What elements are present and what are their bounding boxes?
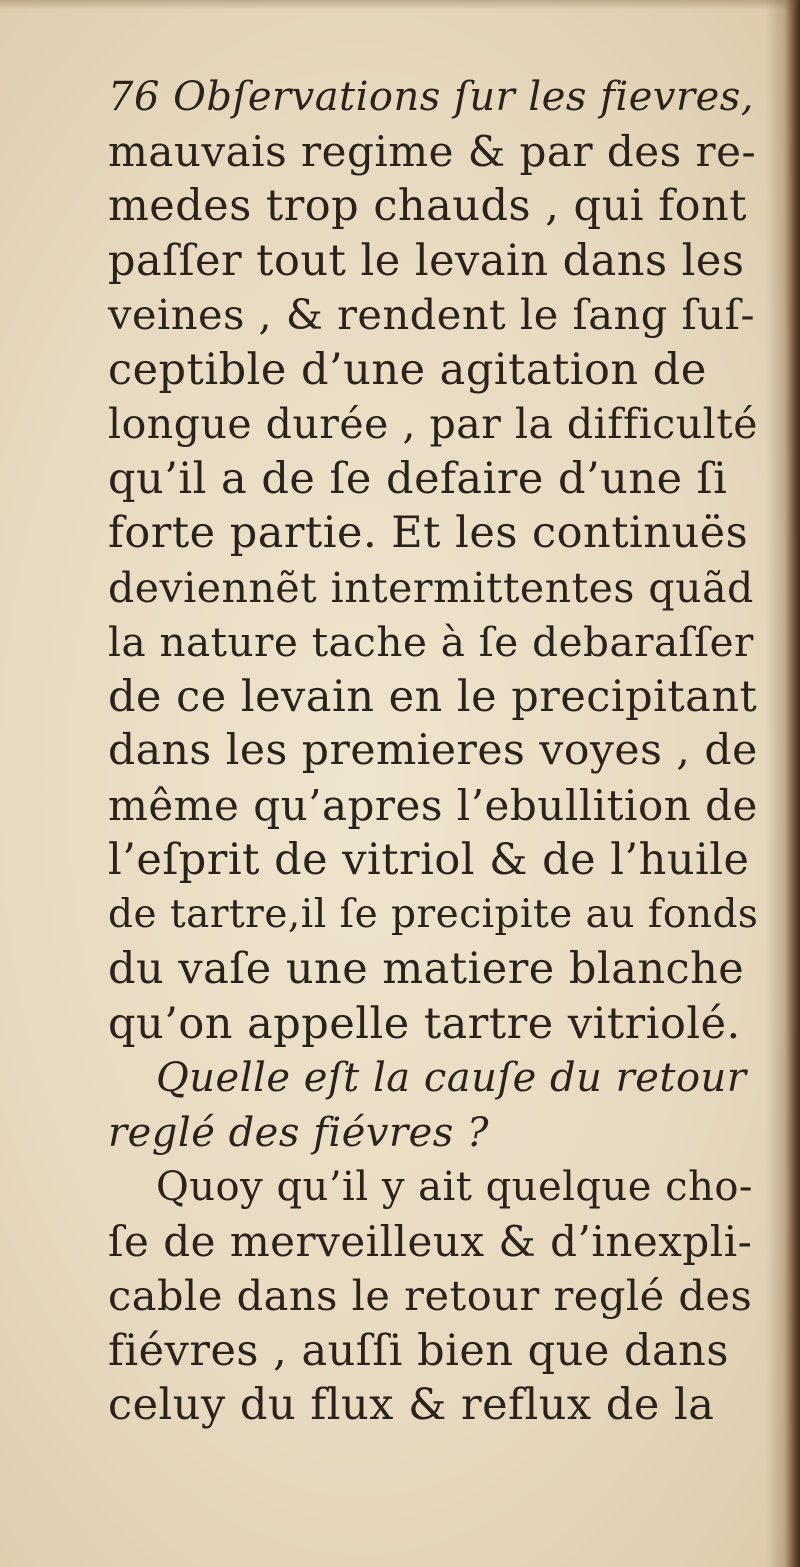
page-gutter-shadow bbox=[766, 0, 800, 1567]
text-line: mauvais regime & par des re- bbox=[108, 126, 757, 176]
running-head: 76 Obſervations ſur les fievres, bbox=[108, 74, 755, 120]
text-line: forte partie. Et les continuës bbox=[108, 508, 749, 558]
page-top-edge bbox=[0, 0, 800, 10]
text-line: dans les premieres voyes , de bbox=[108, 726, 758, 775]
text-line: celuy du flux & reflux de la bbox=[108, 1380, 715, 1430]
section-heading: Quelle eſt la cauſe du retour bbox=[156, 1055, 747, 1101]
text-line: cable dans le retour reglé des bbox=[108, 1271, 753, 1320]
text-line: ſe de merveilleux & d’inexpli- bbox=[108, 1216, 753, 1266]
text-line: paſſer tout le levain dans les bbox=[108, 235, 745, 286]
text-block bbox=[108, 70, 758, 1433]
text-line: même qu’apres l’ebullition de bbox=[108, 780, 758, 830]
text-line: de ce levain en le precipitant bbox=[108, 671, 758, 722]
text-line: qu’on appelle tartre vitriolé. bbox=[108, 998, 741, 1049]
text-line: fiévres , auſſi bien que dans bbox=[108, 1325, 729, 1376]
text-line: la nature tache à ſe debaraſſer bbox=[108, 618, 754, 666]
section-heading: reglé des fiévres ? bbox=[108, 1109, 489, 1156]
text-line: qu’il a de ſe defaire d’une ſi bbox=[108, 453, 728, 504]
text-line: l’eſprit de vitriol & de l’huile bbox=[108, 835, 750, 885]
text-line: du vaſe une matiere blanche bbox=[108, 944, 745, 994]
text-line: deviennẽt intermittentes quãd bbox=[108, 563, 754, 612]
text-line: medes trop chauds , qui font bbox=[108, 181, 747, 231]
text-line: veines , & rendent le ſang ſuſ- bbox=[108, 290, 755, 339]
text-line: Quoy qu’il y ait quelque cho- bbox=[156, 1164, 753, 1210]
text-line: de tartre,il ſe precipite au fonds bbox=[108, 891, 759, 937]
text-line: longue durée , par la difficulté bbox=[108, 400, 758, 448]
text-line: ceptible d’une agitation de bbox=[108, 344, 707, 395]
